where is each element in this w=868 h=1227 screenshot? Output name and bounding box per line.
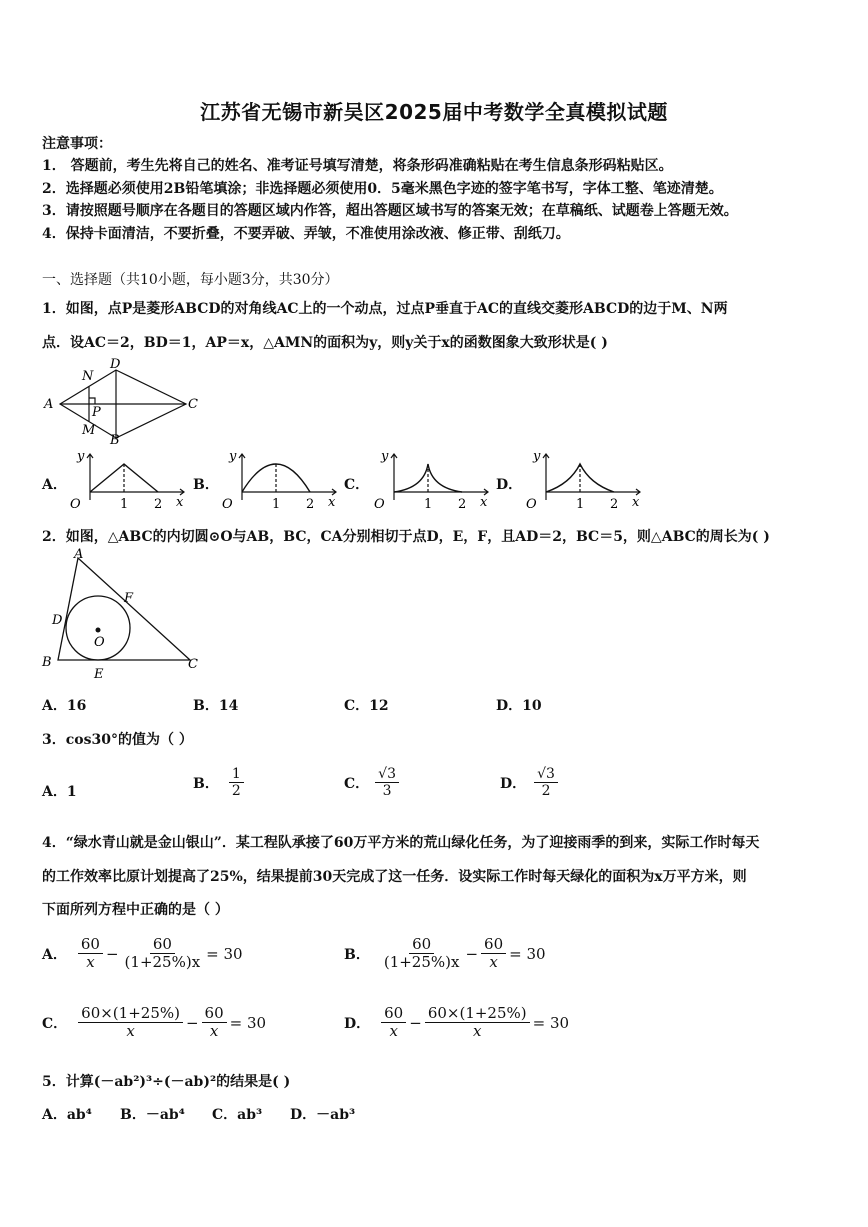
- denominator: x: [126, 1022, 135, 1041]
- label-c: C: [188, 657, 198, 672]
- label-d: D: [110, 357, 121, 372]
- denominator: 3: [382, 783, 392, 800]
- tick-1: 1: [424, 497, 433, 512]
- question-4-text: 下面所列方程中正确的是（ ）: [42, 902, 229, 918]
- notice-item: 1． 答题前，考生先将自己的姓名、准考证号填写清楚，将条形码准确粘贴在考生信息条形码粘贴区。: [42, 158, 673, 174]
- denominator: x: [489, 953, 498, 972]
- axis-x: x: [480, 495, 488, 510]
- page-title: 江苏省无锡市新吴区2025届中考数学全真模拟试题: [200, 100, 668, 124]
- rhombus-figure: [40, 356, 200, 446]
- fraction: [381, 1005, 406, 1041]
- label-b: B: [110, 433, 120, 446]
- option-b[interactable]: B．: [193, 477, 219, 493]
- tick-2: 2: [154, 497, 163, 512]
- denominator: (1+25%)x: [383, 953, 460, 972]
- axis-x: x: [328, 495, 336, 510]
- option-b[interactable]: B．14: [193, 698, 239, 714]
- equation-rhs: = 30: [229, 1013, 267, 1032]
- origin: O: [374, 497, 385, 512]
- numerator: 1: [229, 766, 244, 783]
- denominator: x: [389, 1022, 398, 1041]
- axis-y: y: [533, 449, 541, 464]
- fraction: [78, 936, 103, 972]
- fraction: [375, 766, 399, 799]
- option-label: B．: [193, 775, 219, 792]
- label-m: M: [82, 423, 96, 438]
- option-d[interactable]: D．10: [496, 698, 542, 714]
- notice-heading: 注意事项：: [42, 136, 112, 152]
- fraction: [481, 936, 506, 972]
- numerator: 60: [381, 1005, 406, 1023]
- option-a[interactable]: A．: [42, 477, 67, 493]
- label-d: D: [52, 613, 63, 628]
- option-b[interactable]: [344, 936, 546, 972]
- graph-option-c: [366, 448, 496, 514]
- axis-x: x: [176, 495, 184, 510]
- origin: O: [70, 497, 81, 512]
- label-e: E: [94, 667, 104, 680]
- option-c[interactable]: [42, 1005, 266, 1041]
- denominator: x: [209, 1022, 219, 1041]
- fraction: [425, 1005, 530, 1041]
- option-a[interactable]: [42, 781, 77, 801]
- numerator: 60×(1+25%): [425, 1005, 530, 1023]
- numerator: 60: [481, 936, 506, 954]
- denominator: x: [86, 953, 95, 972]
- incircle-figure: [38, 548, 208, 680]
- axis-y: y: [77, 449, 85, 464]
- fraction: [78, 1005, 183, 1041]
- denominator: x: [472, 1022, 482, 1041]
- question-3-text: 3．cos30°的值为（ ）: [42, 732, 193, 748]
- equation-rhs: = 30: [509, 944, 546, 963]
- option-value: 1: [66, 784, 77, 800]
- tick-1: 1: [576, 497, 585, 512]
- fraction: [381, 936, 463, 972]
- axis-x: x: [632, 495, 640, 510]
- option-a[interactable]: A．16: [42, 698, 87, 714]
- label-a: A: [44, 397, 54, 412]
- option-c[interactable]: C．: [344, 477, 370, 493]
- question-4-text: 的工作效率比原计划提高了25%，结果提前30天完成了这一任务．设实际工作时每天绿化的面积为x万平方米，则: [42, 869, 747, 885]
- notice-item: 4．保持卡面清洁，不要折叠，不要弄破、弄皱，不准使用涂改液、修正带、刮纸刀。: [42, 226, 570, 242]
- option-label: B．: [344, 946, 370, 963]
- option-label: D．: [500, 775, 527, 792]
- tick-1: 1: [272, 497, 281, 512]
- option-b[interactable]: B．－ab⁴: [120, 1107, 185, 1123]
- equation-rhs: = 30: [532, 1013, 570, 1032]
- tick-2: 2: [458, 497, 467, 512]
- option-c[interactable]: [344, 766, 399, 799]
- graph-option-b: [214, 448, 344, 514]
- option-a[interactable]: A．ab⁴: [42, 1107, 92, 1123]
- denominator: 2: [231, 783, 241, 800]
- numerator: 60×(1+25%): [78, 1005, 183, 1023]
- option-d[interactable]: [500, 766, 558, 799]
- minus-sign: −: [185, 1013, 199, 1032]
- question-2-text: 2．如图，△ABC的内切圆⊙O与AB，BC，CA分别相切于点D，E，F，且AD＝2，BC＝5，则△ABC的周长为( ): [42, 529, 770, 545]
- label-a: A: [74, 548, 84, 562]
- numerator: √3: [375, 766, 399, 783]
- option-label: C．: [344, 775, 370, 792]
- section-heading: 一、选择题（共10小题，每小题3分，共30分）: [42, 272, 339, 288]
- label-n: N: [82, 369, 94, 384]
- question-4-text: 4．“绿水青山就是金山银山”．某工程队承接了60万平方米的荒山绿化任务，为了迎接雨季的到来，实际工作时每天: [42, 835, 760, 851]
- option-c[interactable]: C．12: [344, 698, 389, 714]
- option-label: A．: [42, 784, 67, 800]
- question-5-text: 5．计算(－ab²)³÷(－ab)²的结果是( ): [42, 1074, 291, 1090]
- label-p: P: [92, 405, 101, 420]
- equation-rhs: = 30: [206, 944, 243, 963]
- minus-sign: −: [465, 944, 479, 963]
- denominator: 2: [541, 783, 551, 800]
- fraction: [534, 766, 558, 799]
- option-d[interactable]: D．－ab³: [290, 1107, 356, 1123]
- origin: O: [222, 497, 233, 512]
- option-a[interactable]: [42, 936, 243, 972]
- axis-y: y: [381, 449, 389, 464]
- question-1-text: 点．设AC＝2，BD＝1，AP＝x，△AMN的面积为y，则y关于x的函数图象大致形状是( ): [42, 335, 608, 351]
- minus-sign: −: [409, 1013, 422, 1032]
- option-label: A．: [42, 946, 67, 963]
- denominator: (1+25%)x: [124, 953, 201, 972]
- origin: O: [526, 497, 537, 512]
- notice-item: 2．选择题必须使用2B铅笔填涂；非选择题必须使用0．5毫米黑色字迹的签字笔书写，字体工整、笔迹清楚。: [42, 181, 723, 197]
- graph-option-a: [62, 448, 192, 514]
- notice-item: 3．请按照题号顺序在各题目的答题区域内作答，超出答题区域书写的答案无效；在草稿纸、试题卷上答题无效。: [42, 203, 738, 219]
- fraction: [122, 936, 204, 972]
- axis-y: y: [229, 449, 237, 464]
- numerator: 60: [150, 936, 175, 954]
- question-1-text: 1．如图，点P是菱形ABCD的对角线AC上的一个动点，过点P垂直于AC的直线交菱形ABCD的边于M、N两: [42, 301, 728, 317]
- fraction: [202, 1005, 227, 1041]
- option-d[interactable]: [344, 1005, 569, 1041]
- numerator: 60: [409, 936, 434, 954]
- label-c: C: [188, 397, 198, 412]
- option-d[interactable]: D．: [496, 477, 523, 493]
- option-label: C．: [42, 1015, 68, 1032]
- option-c[interactable]: C．ab³: [212, 1107, 263, 1123]
- tick-2: 2: [610, 497, 619, 512]
- label-o: O: [94, 635, 105, 650]
- label-b: B: [42, 655, 52, 670]
- minus-sign: −: [105, 944, 119, 963]
- numerator: √3: [534, 766, 558, 783]
- option-label: D．: [344, 1015, 371, 1032]
- tick-1: 1: [120, 497, 129, 512]
- label-f: F: [124, 591, 134, 606]
- graph-option-d: [518, 448, 648, 514]
- tick-2: 2: [306, 497, 315, 512]
- fraction: [229, 766, 244, 799]
- numerator: 60: [202, 1005, 227, 1023]
- numerator: 60: [78, 936, 103, 954]
- option-b[interactable]: [193, 766, 244, 799]
